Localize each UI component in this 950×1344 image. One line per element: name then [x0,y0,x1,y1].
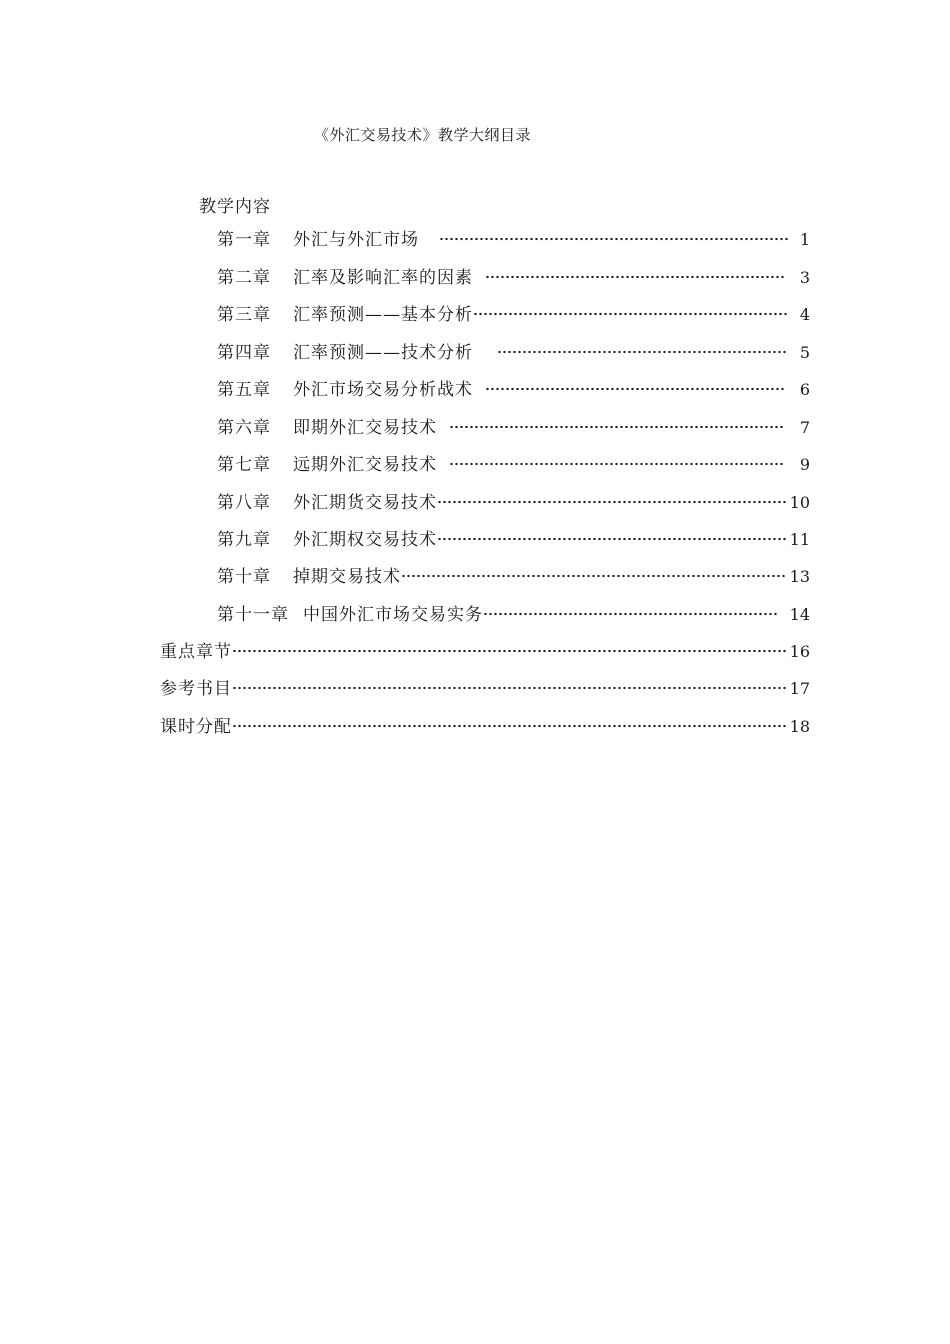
toc-chapter-number: 第九章 [217,530,271,550]
toc-chapter-title: 汇率预测——技术分析 [293,343,473,363]
toc-leader-dots [449,425,784,429]
toc-chapter-title: 外汇期货交易技术 [293,493,437,513]
toc-page-number: 10 [789,493,810,512]
toc-page-number: 6 [799,380,810,399]
toc-chapter-number: 第十一章 [217,605,289,625]
toc-chapter-number: 第八章 [217,493,271,513]
toc-entry-chapter-4[interactable] [217,341,810,365]
toc-page-number: 1 [799,230,810,249]
toc-chapter-title: 即期外汇交易技术 [293,418,437,438]
toc-entry-chapter-3[interactable] [217,303,810,327]
toc-page-number: 18 [789,717,810,736]
toc-chapter-title: 汇率及影响汇率的因素 [293,268,473,288]
toc-page-number: 11 [789,530,810,549]
toc-entry-chapter-10[interactable] [217,565,810,589]
toc-entry-chapter-8[interactable] [217,491,810,515]
toc-chapter-title: 外汇市场交易分析战术 [293,380,473,400]
toc-chapter-number: 第二章 [217,268,271,288]
toc-chapter-number: 第一章 [217,230,271,250]
toc-page-number: 14 [789,605,810,624]
toc-entry-key-chapters[interactable] [160,640,810,664]
toc-leader-dots [232,686,786,690]
toc-leader-dots [483,612,778,616]
toc-entry-chapter-9[interactable] [217,528,810,552]
toc-chapter-title: 外汇与外汇市场 [293,230,419,250]
toc-chapter-title: 掉期交易技术 [293,567,401,587]
toc-page-number: 3 [799,268,810,287]
toc-chapter-number: 第七章 [217,455,271,475]
toc-leader-dots [232,724,786,728]
toc-chapter-title: 汇率预测——基本分析 [293,305,473,325]
toc-leader-dots [485,387,784,391]
toc-page-number: 16 [789,642,810,661]
toc-page-number: 9 [799,455,810,474]
toc-entry-chapter-11[interactable] [217,603,810,627]
toc-page-number: 13 [789,567,810,586]
toc-chapter-title: 中国外汇市场交易实务 [303,605,483,625]
toc-chapter-number: 第十章 [217,567,271,587]
toc-leader-dots [232,649,786,653]
toc-section-title: 课时分配 [160,717,232,737]
toc-leader-dots [439,237,788,241]
toc-leader-dots [497,350,788,354]
toc-page-number: 5 [799,343,810,362]
toc-leader-dots [401,574,786,578]
toc-chapter-number: 第四章 [217,343,271,363]
toc-entry-chapter-1[interactable] [217,228,810,252]
toc-entry-chapter-2[interactable] [217,266,810,290]
toc-chapter-number: 第六章 [217,418,271,438]
toc-page-number: 7 [799,418,810,437]
toc-section-title: 参考书目 [160,679,232,699]
toc-section-title: 重点章节 [160,642,232,662]
toc-entry-chapter-7[interactable] [217,453,810,477]
toc-chapter-title: 远期外汇交易技术 [293,455,437,475]
toc-entry-hours-allocation[interactable] [160,715,810,739]
toc-page-number: 4 [799,305,810,324]
toc-entry-chapter-5[interactable] [217,378,810,402]
toc-chapter-title: 外汇期权交易技术 [293,530,437,550]
toc-chapter-number: 第三章 [217,305,271,325]
toc-leader-dots [473,312,788,316]
toc-entry-chapter-6[interactable] [217,416,810,440]
section-heading: 教学内容 [199,197,271,217]
toc-page-number: 17 [789,679,810,698]
toc-chapter-number: 第五章 [217,380,271,400]
toc-leader-dots [437,537,786,541]
toc-leader-dots [449,462,784,466]
document-title: 《外汇交易技术》教学大纲目录 [314,126,532,144]
toc-leader-dots [437,500,786,504]
toc-leader-dots [485,275,784,279]
toc-entry-references[interactable] [160,677,810,701]
